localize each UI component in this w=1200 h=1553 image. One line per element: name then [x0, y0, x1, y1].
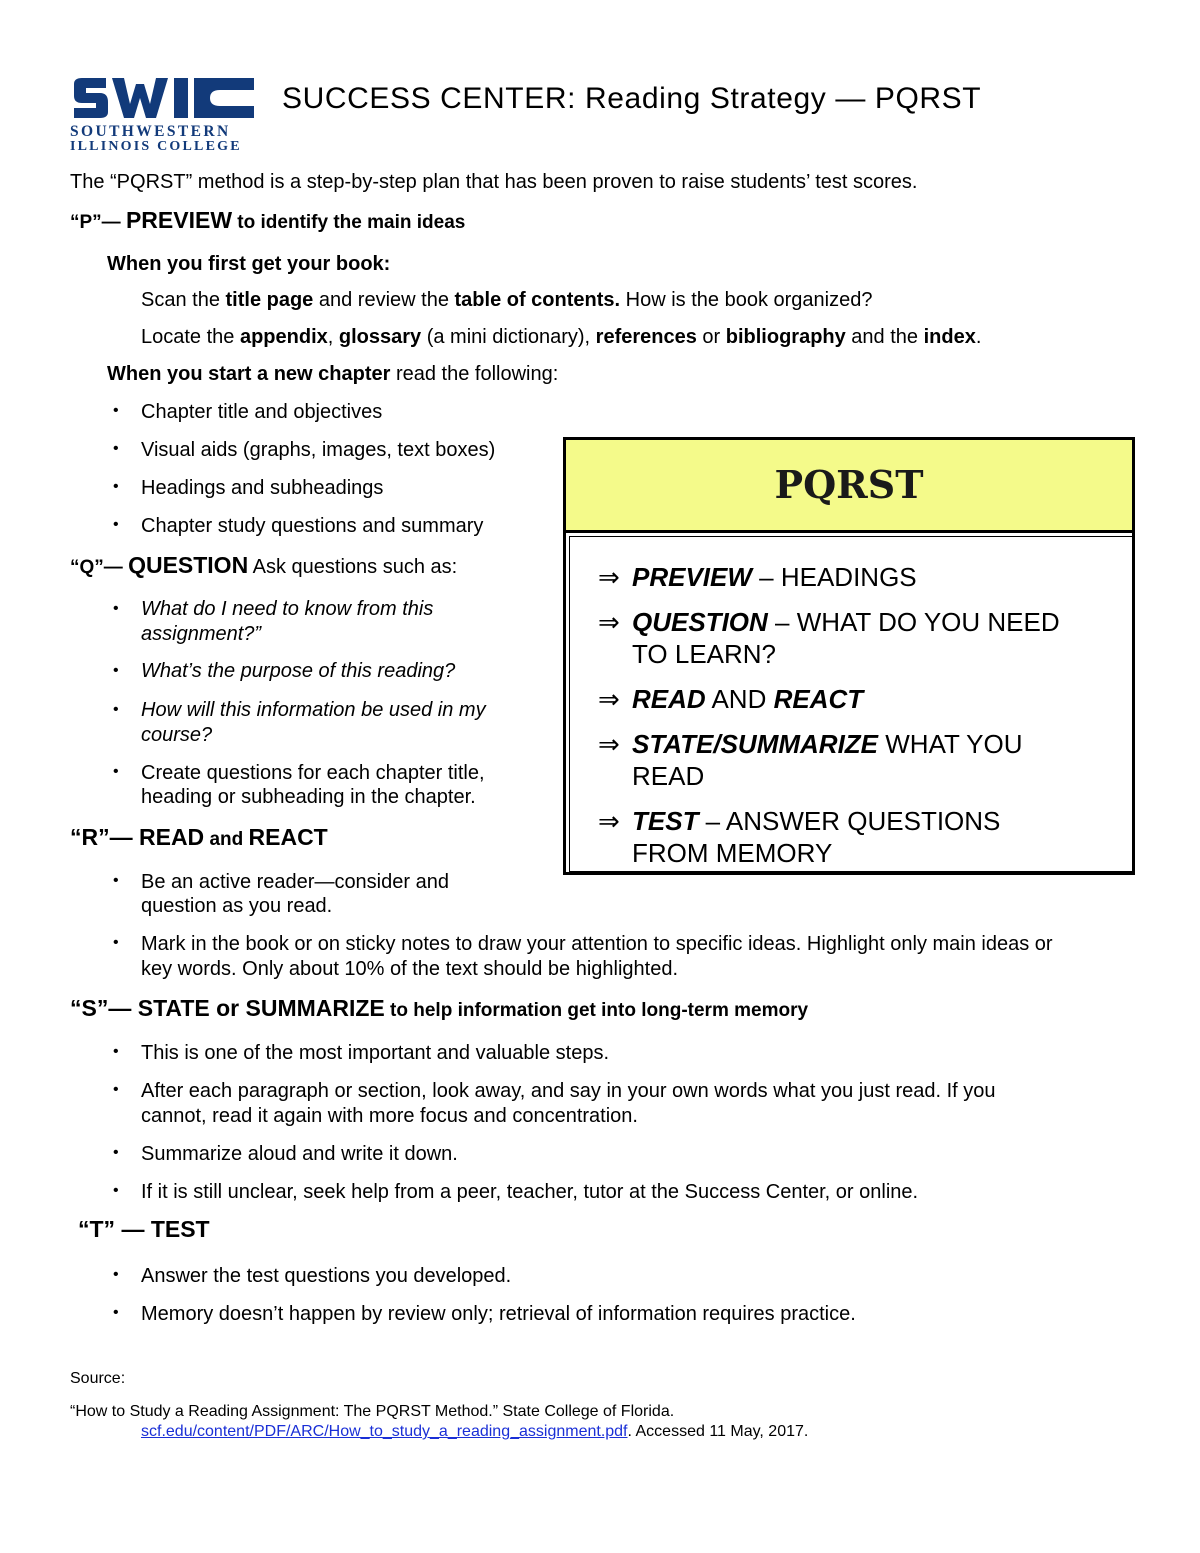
bullet-icon: • — [113, 1081, 119, 1098]
page-title: SUCCESS CENTER: Reading Strategy — PQRST — [282, 82, 982, 115]
heading-letter: “S”— — [70, 995, 138, 1021]
list-item: If it is still unclear, seek help from a peer, teacher, tutor at the Success Center, or online. — [141, 1181, 919, 1203]
text-run: – HEADINGS — [751, 562, 917, 592]
summary-item-test — [632, 805, 1000, 837]
list-item: Summarize aloud and write it down. — [141, 1143, 458, 1165]
text-run: PREVIEW — [632, 562, 752, 592]
bullet-icon: • — [113, 1266, 119, 1283]
text-run: glossary — [338, 326, 422, 348]
summary-box-title: PQRST — [774, 462, 924, 507]
arrow-right-icon: ⇒ — [598, 729, 620, 759]
list-item: Create questions for each chapter title, — [141, 762, 485, 784]
list-item-cont: cannot, read it again with more focus and concentration. — [141, 1105, 638, 1127]
text-run: . — [975, 326, 982, 348]
bullet-icon: • — [113, 662, 119, 679]
bullet-icon: • — [113, 1182, 119, 1199]
summary-item-read — [632, 683, 863, 715]
summary-item-question — [632, 606, 1060, 638]
text-run: read the following: — [390, 363, 559, 385]
list-item-cont: heading or subheading in the chapter. — [141, 786, 476, 808]
heading-word: STATE or SUMMARIZE — [137, 995, 385, 1021]
summary-box-body — [569, 536, 1135, 872]
text-run: , — [327, 326, 339, 348]
summary-item-preview — [632, 561, 917, 593]
text-run: appendix — [239, 326, 328, 348]
list-item-cont: question as you read. — [141, 895, 333, 917]
arrow-right-icon: ⇒ — [598, 562, 620, 592]
text-run: and the — [845, 326, 924, 348]
text-run: or — [696, 326, 726, 348]
heading-letter: “P”— — [70, 212, 126, 233]
text-run: and review the — [313, 289, 455, 311]
list-item: What’s the purpose of this reading? — [141, 660, 456, 682]
source-label: Source: — [70, 1370, 126, 1387]
bullet-icon: • — [113, 478, 119, 495]
text-run: index — [923, 326, 976, 348]
list-item: Headings and subheadings — [141, 477, 384, 499]
heading-word: PREVIEW — [125, 207, 233, 233]
summary-box-header — [566, 440, 1132, 533]
text-run: AND — [705, 684, 774, 714]
text-run: READ — [632, 684, 706, 714]
list-item-cont: assignment?” — [141, 623, 262, 645]
section-heading-summarize — [70, 995, 808, 1022]
heading-rest: to identify the main ideas — [232, 212, 466, 233]
summary-item-summarize — [632, 728, 1023, 760]
text-run: Scan the — [141, 289, 226, 311]
source-accessed: . Accessed 11 May, 2017. — [627, 1423, 809, 1440]
arrow-right-icon: ⇒ — [598, 684, 620, 714]
list-item: Mark in the book or on sticky notes to draw your attention to specific ideas. Highlight only main ideas or — [141, 933, 1053, 955]
text-run: title page — [225, 289, 314, 311]
logo-text-southwestern: SOUTHWESTERN — [70, 123, 231, 140]
bullet-icon: • — [113, 600, 119, 617]
list-item: Be an active reader—consider and — [141, 871, 449, 893]
swic-logo-mark-icon — [70, 76, 256, 120]
source-link[interactable]: scf.edu/content/PDF/ARC/How_to_study_a_reading_assignment.pdf — [141, 1423, 628, 1440]
list-item: Chapter study questions and summary — [141, 515, 484, 537]
bullet-icon: • — [113, 1144, 119, 1161]
pqrst-summary-box — [563, 437, 1135, 875]
list-item: How will this information be used in my — [141, 699, 486, 721]
bullet-icon: • — [113, 440, 119, 457]
bullet-icon: • — [113, 872, 119, 889]
scan-line — [141, 288, 872, 312]
list-item: Answer the test questions you developed. — [141, 1265, 512, 1287]
list-item: After each paragraph or section, look away, and say in your own words what you just read. If you — [141, 1080, 996, 1102]
bullet-icon: • — [113, 934, 119, 951]
bullet-icon: • — [113, 701, 119, 718]
chapter-line — [107, 362, 558, 386]
heading-word: “T” — TEST — [78, 1216, 210, 1242]
text-run: TEST — [632, 806, 699, 836]
list-item: What do I need to know from this — [141, 598, 434, 620]
text-run: table of contents. — [454, 289, 621, 311]
text-run: – WHAT DO YOU NEED — [767, 607, 1060, 637]
source-citation: “How to Study a Reading Assignment: The PQRST Method.” State College of Florida. — [70, 1403, 675, 1420]
heading-word: REACT — [248, 824, 328, 850]
locate-line — [141, 325, 981, 349]
college-logo — [70, 76, 256, 156]
heading-letter: “Q”— — [70, 557, 129, 578]
summary-item-summarize-cont: READ — [632, 761, 705, 791]
section-heading-question — [70, 552, 457, 579]
heading-rest: to help information get into long-term memory — [384, 1000, 809, 1021]
text-run: Locate the — [141, 326, 240, 348]
section-heading-test — [78, 1216, 210, 1243]
heading-rest: and — [204, 829, 249, 850]
bullet-icon: • — [113, 763, 119, 780]
text-run: references — [595, 326, 697, 348]
text-run: – ANSWER QUESTIONS — [698, 806, 1001, 836]
bullet-icon: • — [113, 516, 119, 533]
summary-item-test-cont: FROM MEMORY — [632, 838, 833, 868]
bullet-icon: • — [113, 1043, 119, 1060]
arrow-right-icon: ⇒ — [598, 607, 620, 637]
heading-letter: “R”— — [70, 824, 139, 850]
text-run: How is the book organized? — [620, 289, 873, 311]
section-heading-preview — [70, 207, 465, 234]
list-item: This is one of the most important and valuable steps. — [141, 1042, 610, 1064]
book-label: When you first get your book: — [107, 253, 391, 275]
text-run: WHAT YOU — [878, 729, 1023, 759]
bullet-icon: • — [113, 402, 119, 419]
list-item: Chapter title and objectives — [141, 401, 383, 423]
list-item-cont: key words. Only about 10% of the text should be highlighted. — [141, 958, 679, 980]
text-run: bibliography — [725, 326, 846, 348]
heading-word: READ — [139, 824, 205, 850]
text-run: (a mini dictionary), — [421, 326, 596, 348]
logo-text-illinois-college: ILLINOIS COLLEGE — [70, 139, 242, 154]
list-item: Visual aids (graphs, images, text boxes) — [141, 439, 496, 461]
heading-rest: Ask questions such as: — [248, 556, 458, 578]
section-heading-read — [70, 824, 328, 851]
arrow-right-icon: ⇒ — [598, 806, 620, 836]
summary-item-question-cont: TO LEARN? — [632, 639, 777, 669]
source-link-line — [141, 1423, 808, 1441]
text-run: When you start a new chapter — [107, 363, 391, 385]
text-run: STATE/SUMMARIZE — [632, 729, 879, 759]
list-item-cont: course? — [141, 724, 213, 746]
heading-word: QUESTION — [128, 552, 249, 578]
text-run: QUESTION — [632, 607, 768, 637]
bullet-icon: • — [113, 1304, 119, 1321]
list-item: Memory doesn’t happen by review only; retrieval of information requires practice. — [141, 1303, 856, 1325]
text-run: REACT — [773, 684, 864, 714]
intro-text: The “PQRST” method is a step-by-step plan that has been proven to raise students’ test scores. — [70, 171, 918, 193]
